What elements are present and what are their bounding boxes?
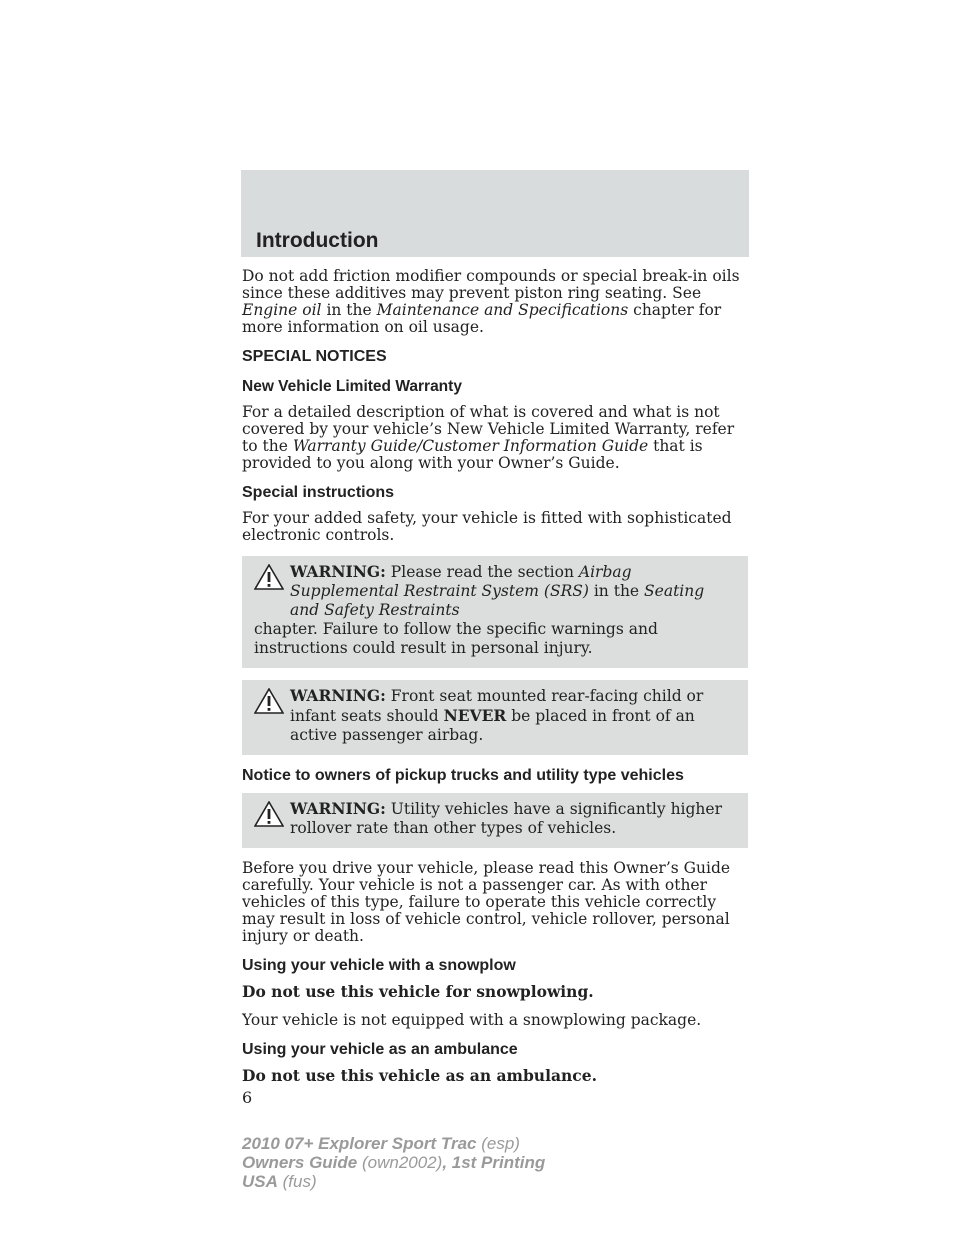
footer-line-2: [242, 1153, 545, 1172]
rollover-warning-text: Utility vehicles have a significantly higher rollover rate than other types of vehicles.: [290, 800, 723, 837]
intro-paragraph: [242, 268, 748, 336]
airbag-srs-reference: Airbag Supplemental Restraint System (SRS): [290, 563, 632, 600]
intro-text-3: chapter for more information on oil usage.: [242, 301, 722, 336]
warning1-text-2: in the: [588, 582, 645, 600]
warning1-text-3: chapter. Failure to follow the specific warnings and instructions could result in personal injury.: [254, 620, 658, 657]
warning-rollover-text: [254, 799, 736, 838]
warning-child-seat-text: [254, 686, 736, 745]
footer-line-3: [242, 1172, 545, 1191]
warranty-paragraph: [242, 404, 748, 472]
print-footer: [242, 1134, 545, 1191]
warning-triangle-icon: [254, 801, 284, 827]
special-instructions-heading: Special instructions: [242, 484, 395, 501]
pickup-paragraph: Before you drive your vehicle, please read this Owner’s Guide carefully. Your vehicle is not a passenger car. As with other vehicles of this type, failure to operate this vehicle correctly may result in loss of vehicle control, vehicle rollover, personal injury or death.: [242, 859, 731, 945]
special-notices-heading: SPECIAL NOTICES: [242, 348, 387, 365]
footer-guide-code: (own2002): [357, 1153, 443, 1172]
footer-printing: , 1st Printing: [442, 1153, 546, 1172]
warranty-text-1: For a detailed description of what is covered and what is not covered by your vehicle’s New Vehicle Limited Warranty, refer to the: [242, 403, 735, 455]
snowplow-heading: Using your vehicle with a snowplow: [242, 957, 516, 974]
intro-text-1: Do not add friction modifier compounds or special break-in oils since these additives may prevent piston ring seating. See: [242, 267, 740, 302]
warning2-text-1: Front seat mounted rear-facing child or infant seats should: [290, 687, 704, 725]
footer-market: USA: [242, 1172, 278, 1191]
page-number: 6: [242, 1088, 253, 1107]
warning1-text-1: Please read the section: [385, 563, 579, 581]
snowplow-paragraph: Your vehicle is not equipped with a snowplowing package.: [242, 1011, 702, 1029]
warranty-heading: New Vehicle Limited Warranty: [242, 378, 462, 395]
warning-triangle-icon: [254, 564, 284, 590]
engine-oil-reference: Engine oil: [242, 301, 322, 319]
warning-label: WARNING:: [290, 799, 386, 818]
chapter-title: Introduction: [256, 229, 379, 252]
warranty-text-2: that is provided to you along with your Owner’s Guide.: [242, 437, 703, 472]
warning-box-airbag: [242, 556, 748, 668]
page-content: [242, 268, 748, 1107]
footer-market-code: (fus): [277, 1172, 317, 1191]
seating-safety-reference: Seating and Safety Restraints: [290, 582, 705, 619]
footer-model: 2010 07+ Explorer Sport Trac: [242, 1134, 477, 1153]
warning2-text-2: be placed in front of an active passenger airbag.: [290, 707, 695, 744]
warning-box-child-seat: [242, 680, 748, 755]
footer-model-code: (esp): [476, 1134, 520, 1153]
warning-triangle-icon: [254, 688, 284, 714]
ambulance-bold-notice: Do not use this vehicle as an ambulance.: [242, 1066, 597, 1085]
warning-label: WARNING:: [290, 686, 386, 705]
never-emphasis: NEVER: [443, 706, 507, 725]
warning-box-rollover: [242, 793, 748, 848]
warning-label: WARNING:: [290, 562, 386, 581]
pickup-notice-heading: Notice to owners of pickup trucks and utility type vehicles: [242, 767, 684, 784]
warranty-guide-reference: Warranty Guide/Customer Information Guide: [292, 437, 649, 455]
warning-airbag-text: [254, 562, 736, 658]
snowplow-bold-notice: Do not use this vehicle for snowplowing.: [242, 982, 594, 1001]
maintenance-reference: Maintenance and Specifications: [376, 301, 629, 319]
special-instructions-paragraph: For your added safety, your vehicle is fitted with sophisticated electronic controls.: [242, 509, 732, 544]
footer-guide: Owners Guide: [242, 1153, 358, 1172]
ambulance-heading: Using your vehicle as an ambulance: [242, 1041, 518, 1058]
footer-line-1: [242, 1134, 545, 1153]
intro-text-2: in the: [321, 301, 377, 319]
